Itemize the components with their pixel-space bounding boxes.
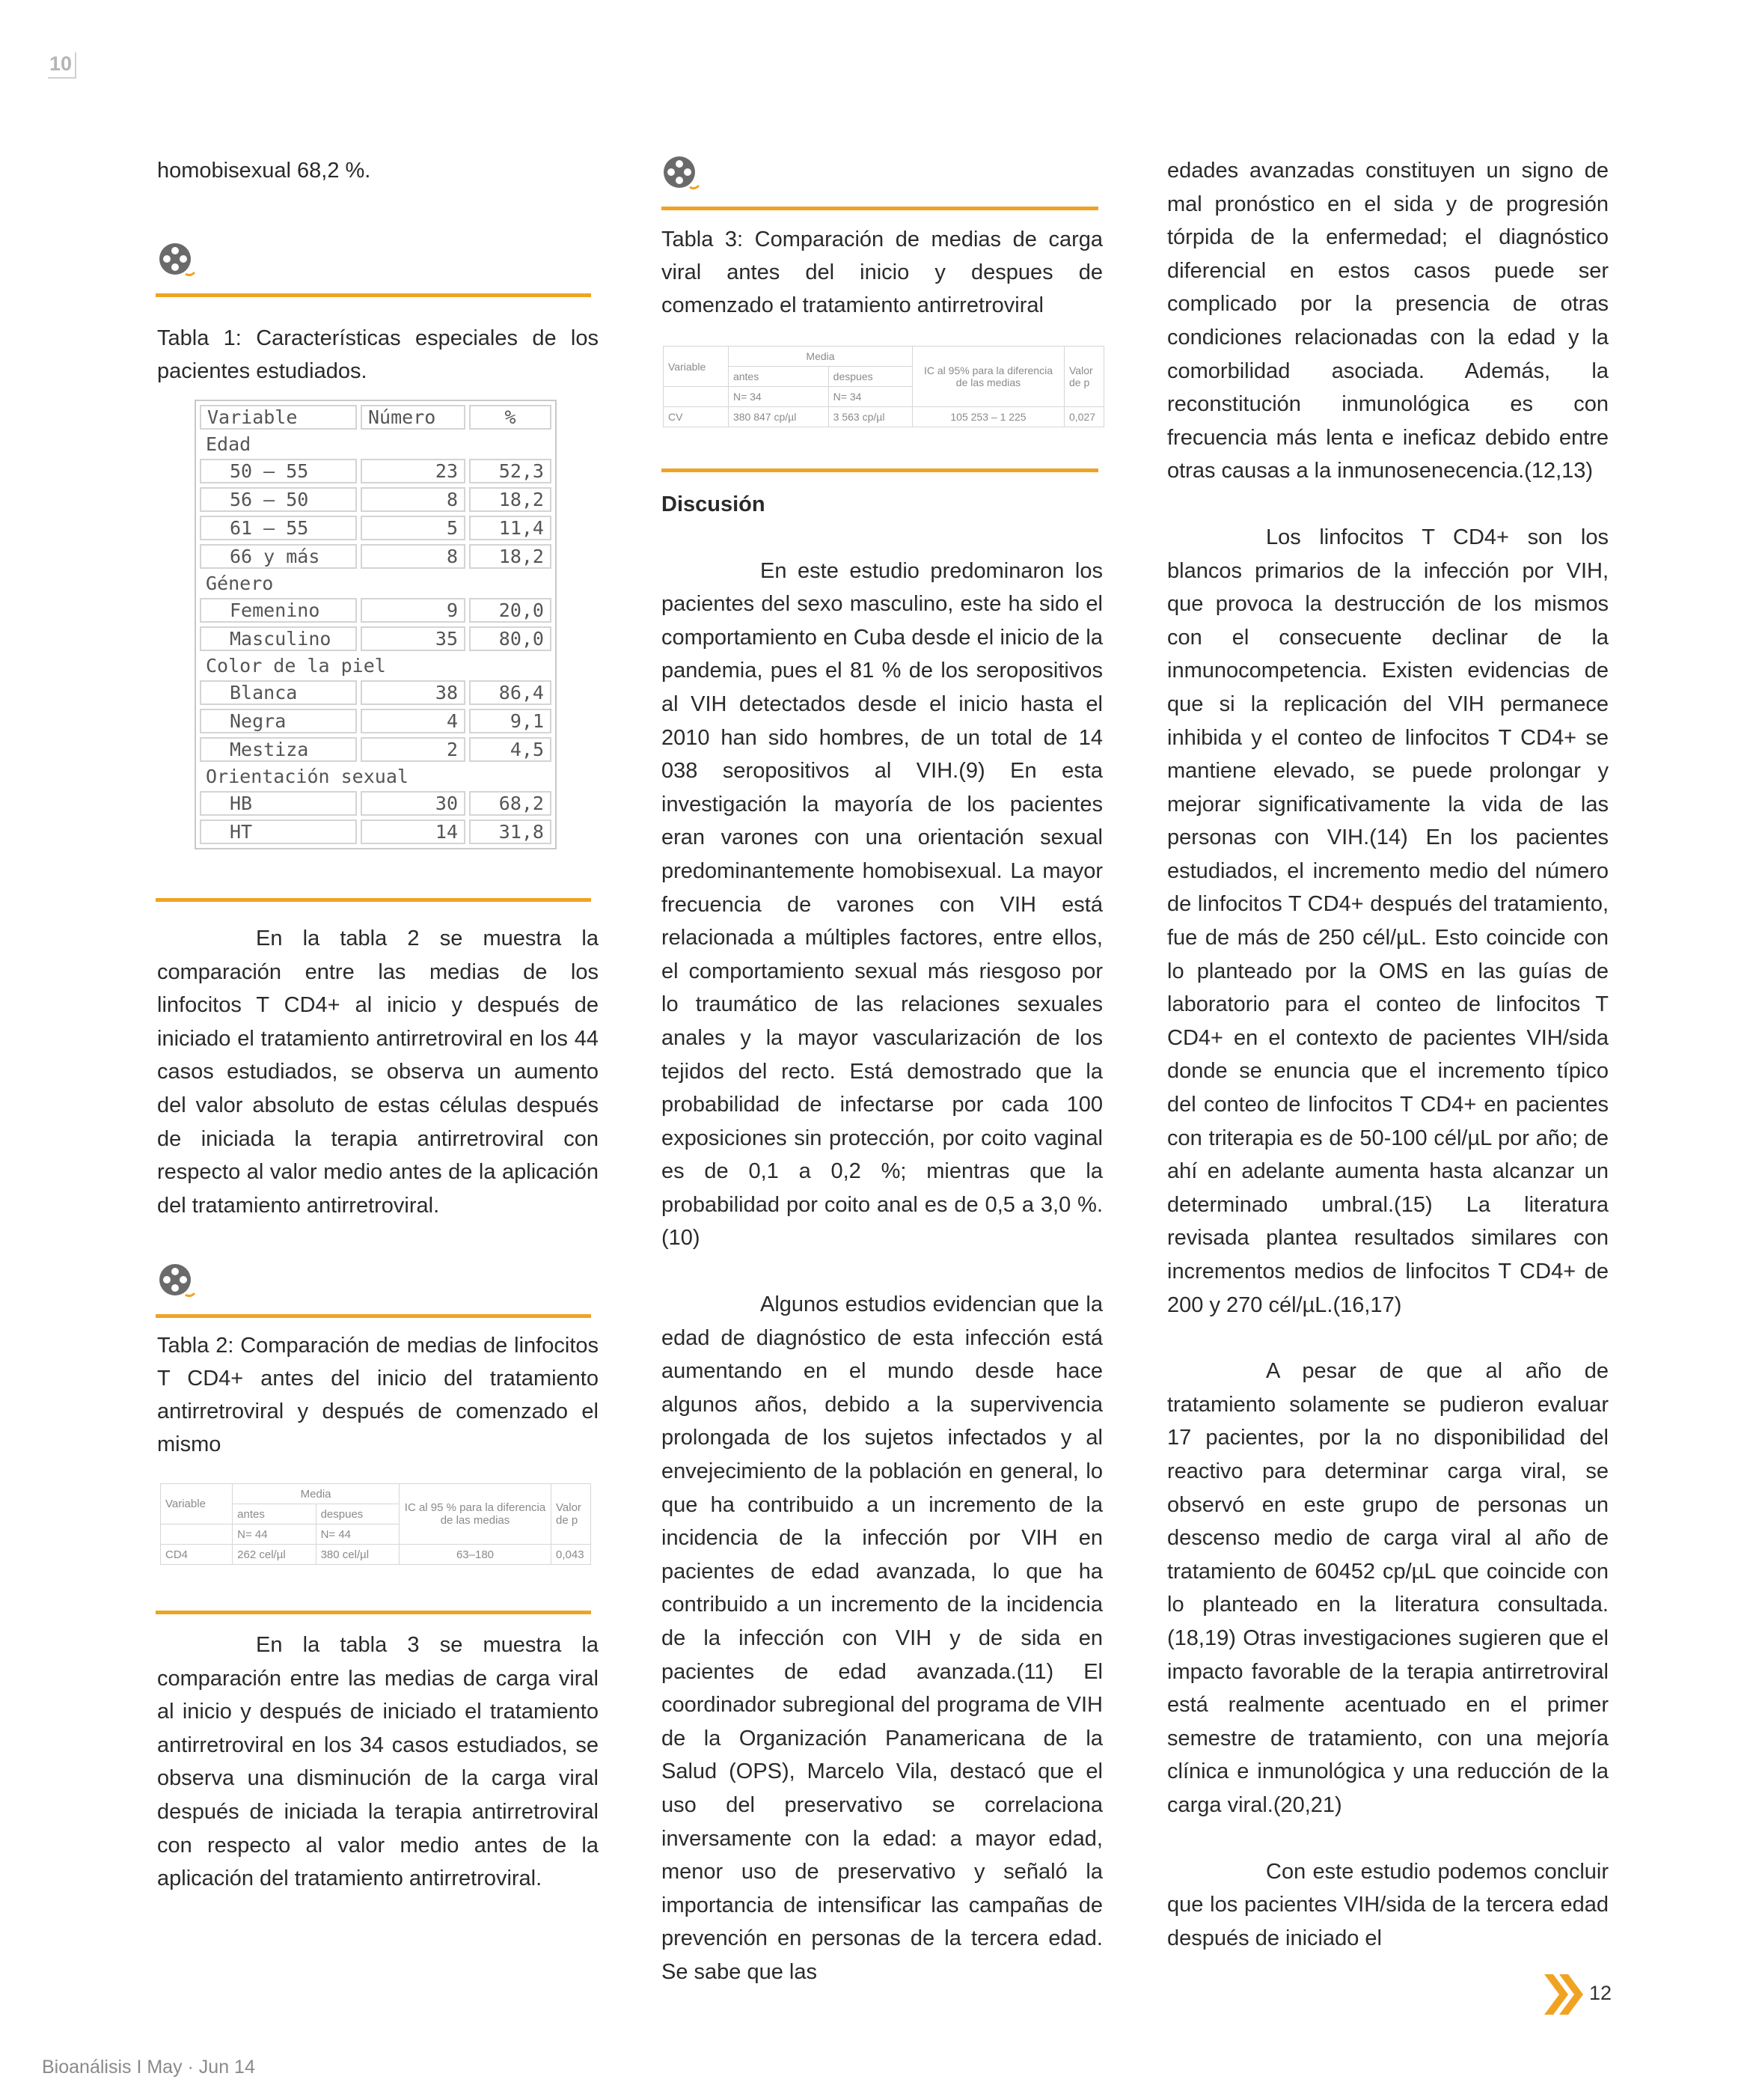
column-3 [1167,154,1609,1955]
accent-rule [156,1611,591,1614]
table1-row-percent: 20,0 [469,598,551,623]
table1-row-label: HB [200,791,357,816]
table1-row [200,680,551,705]
table1-group-row [200,573,551,594]
table1-row-count: 23 [361,459,465,483]
table1-group-label: Edad [206,433,251,455]
table2-n-despues: N= 44 [316,1524,399,1545]
accent-rule [661,207,1098,210]
next-page-arrow-icon[interactable] [1543,1973,1585,2016]
footer-journal: Bioanálisis I May · Jun 14 [42,2057,255,2078]
table1-row [200,709,551,733]
table2-caption-block [157,1329,599,1461]
table1-row-count: 14 [361,819,465,844]
table2-row-ic: 63–180 [400,1545,551,1565]
table1-header-cell: Número [361,405,465,430]
accent-rule [156,293,591,297]
table2-row-p: 0,043 [551,1545,591,1565]
table1-row-label: Negra [200,709,357,733]
table1-row [200,487,551,512]
table1-row [200,459,551,483]
table-1 [195,400,557,849]
col3-paragraph-3: A pesar de que al año de tratamiento solamente se pudieron evaluar 17 pacientes, por la no disponibilidad del reactivo para determinar carga viral, se observó en este grupo de personas un descenso medio de carga viral al año de tratamiento de 60452 cp/µL que coincide con lo planteado en la literatura consultada.(18,19) Otras investigaciones sugieren que el impacto favorable de la terapia antirretroviral está realmente acentuado en el primer semestre de tratamiento, con una mejoría clínica e inmunológica y una reducción de la carga viral.(20,21) [1167,1359,1609,1817]
table3-h-variable: Variable [664,347,729,387]
col2-paragraph-1: En este estudio predominaron los pacientes del sexo masculino, este ha sido el comportamiento en Cuba desde el inicio de la pandemia, pues el 81 % de los seropositivos al VIH detectados desde el inicio hasta el 2010 han sido hombres, de un total de 14 038 seropositivos al VIH.(9) En esta investigación la mayoría de los pacientes eran varones con una orientación sexual predominantemente homobisexual. La mayor frecuencia de varones con VIH está relacionada a múltiples factores, entre ellos, el comportamiento sexual más riesgoso por lo traumático de las relaciones sexuales anales y la mayor vascularización de los tejidos del recto. Está demostrado que la probabilidad de infectarse por cada 100 exposiciones sin protección, por coito vaginal es de 0,1 a 0,2 %; mientras que la probabilidad por coito anal es de 0,5 a 3,0 %.(10) [661,558,1103,1251]
table1-group-label: Orientación sexual [206,766,409,787]
table1-caption: Tabla 1: Características especiales de los pacientes estudiados. [157,326,599,383]
table1-header-cell: % [469,405,551,430]
table1-row-count: 4 [361,709,465,733]
table1-row-count: 9 [361,598,465,623]
col3-paragraph-2: Los linfocitos T CD4+ son los blancos primarios de la infección por VIH, que provoca la destrucción de los mismos con el consecuente declinar de la inmunocompetencia. Existen evidencias de que si la replicación del VIH permanece inhibida y el conteo de linfocitos T CD4+ se mantiene elevado, se puede prolongar y mejorar significativamente la vida de las personas con VIH.(14) En los pacientes estudiados, el incremento medio del número de linfocitos T CD4+ después del tratamiento, fue de más de 250 cél/µL. Esto coincide con lo planteado por la OMS en las guías de laboratorio para el conteo de linfocitos T CD4+ en el contexto de pacientes VIH/sida donde se enuncia que el incremento típico del conteo de linfocitos T CD4+ en pacientes con triterapia es de 50-100 cél/µL por año; de ahí en adelante aumenta hasta alcanzar un determinado umbral.(15) La literatura revisada plantea resultados similares con incrementos medios de linfocitos T CD4+ de 200 y 270 cél/µL.(16,17) [1167,525,1609,1317]
table1-row-count: 2 [361,737,465,762]
discusion-title: Discusión [661,492,765,516]
table-3 [663,346,1104,427]
table1-row-label: Mestiza [200,737,357,762]
table2-n-antes: N= 44 [233,1524,316,1545]
table1-row-percent: 11,4 [469,516,551,540]
table2-row-antes: 262 cel/µl [233,1545,316,1565]
table1-row-count: 8 [361,487,465,512]
accent-rule [661,468,1098,472]
table3-row-despues: 3 563 cp/µl [828,407,912,427]
table1-row-label: 66 y más [200,544,357,569]
table3-sub-antes: antes [728,367,828,387]
column-2 [661,488,1103,1989]
table1-row-percent: 31,8 [469,819,551,844]
page-marker-number: 12 [1589,1982,1612,2004]
table1-group-row [200,766,551,787]
table1-row [200,544,551,569]
table1-row-label: HT [200,819,357,844]
table2-caption: Tabla 2: Comparación de medias de linfocitos T CD4+ antes del inicio del tratamiento antirretroviral y después de comenzado el mismo [157,1334,599,1456]
table2-row-var: CD4 [161,1545,233,1565]
table1-row-label: 50 – 55 [200,459,357,483]
table2-sub-antes: antes [233,1504,316,1524]
table3-sub-despues: despues [828,367,912,387]
table1-group-row [200,655,551,677]
table1-row-count: 30 [361,791,465,816]
table1-row-count: 38 [361,680,465,705]
table1-row-percent: 80,0 [469,626,551,651]
accent-rule [156,898,591,902]
para-tabla2: En la tabla 2 se muestra la comparación entre las medias de los linfocitos T CD4+ al inicio y después de iniciado el tratamiento antirretroviral en los 44 casos estudiados, se observa un aumento del valor absoluto de estas células después de iniciada la terapia antirretroviral con respecto al valor medio antes de la aplicación del tratamiento antirretroviral. [157,927,599,1218]
table1-row-percent: 18,2 [469,544,551,569]
para-tabla3: En la tabla 3 se muestra la comparación entre las medias de carga viral al inicio y después de iniciado el tratamiento antirretroviral en los 34 casos estudiados, se observa una disminución de la carga viral después de iniciada la terapia antirretroviral con respecto al valor medio antes de la aplicación del tratamiento antirretroviral. [157,1633,599,1891]
table1-row-percent: 68,2 [469,791,551,816]
table2-h-ic: IC al 95 % para la diferencia de las medias [400,1484,551,1545]
table3-n-despues: N= 34 [828,387,912,407]
table1-row-percent: 4,5 [469,737,551,762]
table1-row-label: Femenino [200,598,357,623]
film-reel-icon [157,241,196,280]
table2-row-despues: 380 cel/µl [316,1545,399,1565]
para-tabla3-block [157,1629,599,1896]
table1-caption-block [157,322,599,388]
table3-caption: Tabla 3: Comparación de medias de carga viral antes del inicio y despues de comenzado el tratamiento antirretroviral [661,228,1103,317]
table3-h-ic: IC al 95% para la diferencia de las medias [913,347,1065,407]
film-reel-icon [661,154,700,193]
table1-row [200,626,551,651]
table1-row [200,819,551,844]
table1-header-cell: Variable [200,405,357,430]
table1-row [200,598,551,623]
table2-sub-despues: despues [316,1504,399,1524]
table1-group-label: Género [206,573,274,594]
table1-row-label: 61 – 55 [200,516,357,540]
table1-row-percent: 52,3 [469,459,551,483]
table-2 [160,1483,591,1565]
table1-row [200,737,551,762]
table2-h-media: Media [233,1484,400,1504]
film-reel-icon [157,1262,196,1301]
table3-caption-block [661,223,1103,322]
accent-rule [156,1314,591,1318]
table1-row-label: Masculino [200,626,357,651]
table1-row-label: Blanca [200,680,357,705]
col3-paragraph-1: edades avanzadas constituyen un signo de mal pronóstico en el sida y de progresión tórpida de la enfermedad; el diagnóstico diferencial en estos casos puede ser complicado por la presencia de otras condiciones relacionadas con la edad y la comorbilidad asociada. Además, la reconstitución inmunológica es con frecuencia más lenta e ineficaz debido entre otras causas a la inmunosenecencia.(12,13) [1167,159,1609,483]
table3-h-p: Valor de p [1065,347,1104,407]
col3-paragraph-4: Con este estudio podemos concluir que los pacientes VIH/sida de la tercera edad después de iniciado el [1167,1859,1609,1950]
table1-row-percent: 18,2 [469,487,551,512]
table1-row-label: 56 – 50 [200,487,357,512]
table3-row-var: CV [664,407,729,427]
table3-n-antes: N= 34 [728,387,828,407]
para-tabla2-block [157,922,599,1222]
table1-row [200,791,551,816]
col1-top-text: homobisexual 68,2 %. [157,159,371,183]
table1-row-percent: 86,4 [469,680,551,705]
table3-row-p: 0,027 [1065,407,1104,427]
table1-row-count: 35 [361,626,465,651]
table3-row-ic: 105 253 – 1 225 [913,407,1065,427]
table1-group-label: Color de la piel [206,655,386,677]
column-1 [157,154,599,188]
col2-paragraph-2: Algunos estudios evidencian que la edad de diagnóstico de esta infección está aumentando en el mundo desde hace algunos años, debido a la supervivencia prolongada de los sujetos infectados y al envejecimiento de la población en general, lo que ha contribuido a un incremento de la incidencia de la infección por VIH en pacientes de edad avanzada, lo que ha contribuido a un incremento de la incidencia de la infección con VIH y de sida en pacientes de edad avanzada.(11) El coordinador subregional del programa de VIH de la Organización Panamericana de la Salud (OPS), Marcelo Vila, destacó que el uso del preservativo se correlaciona inversamente con la edad: a mayor edad, menor uso de preservativo y señaló la importancia de intensificar las campañas de prevención en personas de la tercera edad. Se sabe que las [661,1292,1103,1984]
table1-row-count: 8 [361,544,465,569]
table1-row [200,516,551,540]
table1-row-percent: 9,1 [469,709,551,733]
page-number-header: 10 [48,52,76,79]
table3-row-antes: 380 847 cp/µl [728,407,828,427]
table1-row-count: 5 [361,516,465,540]
table1-header-row [200,405,551,430]
table2-h-p: Valor de p [551,1484,591,1545]
table3-h-media: Media [728,347,912,367]
table2-h-variable: Variable [161,1484,233,1524]
table1-group-row [200,433,551,455]
